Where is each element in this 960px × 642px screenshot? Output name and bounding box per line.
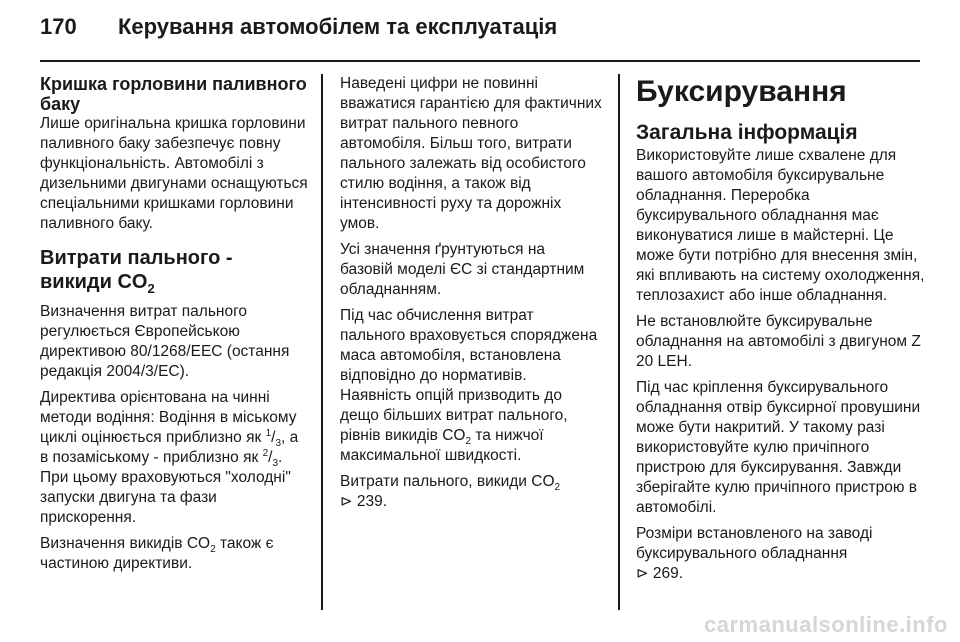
page-reference-icon: ⊳ xyxy=(340,493,353,510)
fuel-directive-text: Визначення витрат пального регулюється Європейською директивою 80/1268/EEC (остання редакція 2004/3/EC). xyxy=(40,303,290,380)
driving-cycle-text: Директива орієнтована на чинні методи водіння: Водіння в міському циклі оцінюється приблизно як $^1/_3$, а в позаміському - приблизно як $^2/_3$. При цьому враховуються "холодні" запуски двигуна та фази прискорення. xyxy=(40,389,299,526)
page-header-title: Керування автомобілем та експлуатація xyxy=(118,14,558,39)
towing-dimensions-reference[interactable]: Розміри встановленого на заводі буксирувального обладнання ⊳ 269. xyxy=(636,525,873,582)
towing-eye-text: Під час кріплення буксирувального обладнання отвір буксирної провушини може бути накритий. У такому разі використовуйте кулю причіпного пристрою для буксирування. Завжди зберігайте кулю причіпного пристрою в автомобілі. xyxy=(636,379,921,516)
general-info-heading: Загальна інформація xyxy=(636,121,858,144)
co2-directive-text: Визначення викидів $CO_2$ також є частиною директиви. xyxy=(40,535,274,572)
curb-weight-text: Під час обчислення витрат пального враховується споряджена маса автомобіля, встановлена відповідно до нормативів. Наявність опцій призводить до дещо більших витрат пального, рівнів викидів $CO_2$ та нижчої максимальної швидкості. xyxy=(340,307,598,464)
fuel-co2-reference[interactable]: Витрати пального, викиди $CO_2$ ⊳ 239. xyxy=(340,473,561,510)
towing-section-title: Буксирування xyxy=(636,75,847,108)
header-rule xyxy=(40,60,920,62)
page-reference-icon: ⊳ xyxy=(636,565,649,582)
column-left xyxy=(40,74,308,580)
towing-approved-text: Використовуйте лише схвалене для вашого автомобіля буксирувальне обладнання. Переробка буксирувального обладнання має виконуватися лише в майстерні. Це може бути потрібно для внесення змін, які впливають на систему охолодження, теплозахист або інше обладнання. xyxy=(636,147,925,304)
figures-disclaimer-text: Наведені цифри не повинні вважатися гарантією для фактичних витрат пального певного автомобіля. Більш того, витрати пального залежать від особистого стилю водіння, а також від інтенсивності руху та дорожніх умов. xyxy=(340,75,602,232)
watermark: carmanualsonline.info xyxy=(704,612,948,637)
fuel-cap-heading: Кришка горловини паливного баку xyxy=(40,74,307,114)
base-model-text: Усі значення ґрунтуються на базовій моделі ЄС зі стандартним обладнанням. xyxy=(340,241,585,298)
column-middle xyxy=(340,74,602,518)
fuel-cap-text: Лише оригінальна кришка горловини паливного баку забезпечує повну функціональність. Автомобілі з дизельними двигунами оснащуються спеціальними кришками горловини паливного баку. xyxy=(40,115,308,232)
column-divider-left xyxy=(321,74,323,610)
towing-engine-text: Не встановлюйте буксирувальне обладнання на автомобілі з двигуном Z 20 LEH. xyxy=(636,313,921,370)
fuel-consumption-heading: Витрати пального - викиди $CO_2$ xyxy=(40,247,233,296)
column-divider-right xyxy=(618,74,620,610)
page-number: 170 xyxy=(40,14,77,39)
column-right xyxy=(636,74,926,590)
